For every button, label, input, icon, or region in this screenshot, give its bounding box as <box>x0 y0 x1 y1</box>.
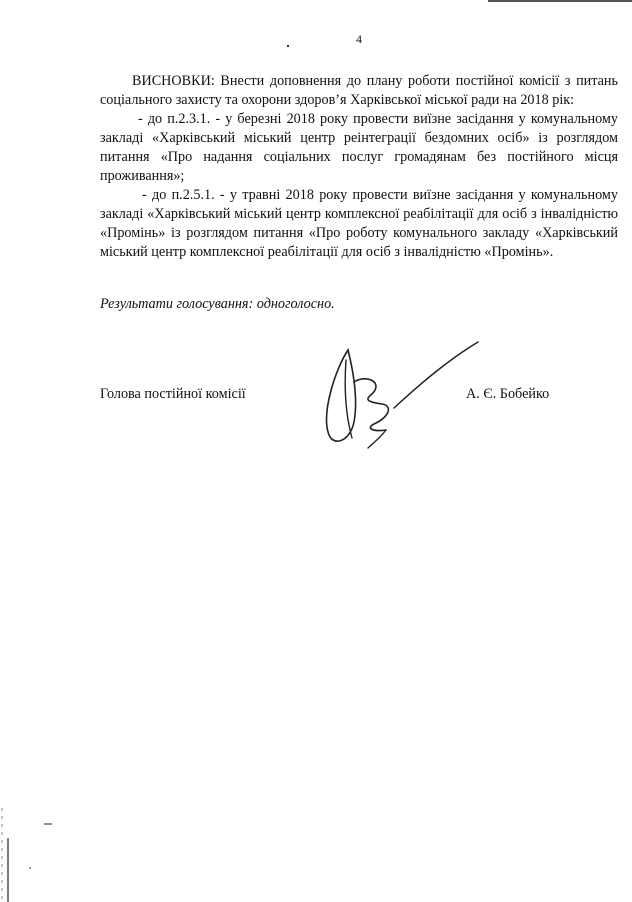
conclusions-paragraph: ВИСНОВКИ: Внести доповнення до плану роботи постійної комісії з питань соціального захисту та охорони здоров’я Харківської міської ради на 2018 рік: <box>100 73 618 108</box>
conclusions-item-2-5-1: - до п.2.5.1. - у травні 2018 року провести виїзне засідання у комунальному закладі «Харківський міський центр комплексної реабілітації для осіб з інвалідністю «Промінь» із розглядом питання «Про роботу комунального закладу «Харківський міський центр комплексної реабілітації для осіб з інвалідністю «Промінь». <box>100 187 618 260</box>
handwritten-signature-icon <box>310 338 485 458</box>
voting-results: Результати голосування: одноголосно. <box>100 296 335 312</box>
page-number: 4 <box>356 32 362 46</box>
signatory-title: Голова постійної комісії <box>100 386 246 402</box>
scan-edge-line <box>488 0 632 2</box>
conclusions-block <box>100 72 618 262</box>
conclusions-item-2-3-1: - до п.2.3.1. - у березні 2018 року провести виїзне засідання у комунальному закладі «Харківський міський центр реінтеграції бездомних осіб» із розглядом питання «Про надання соціальних послуг громадянам без постійного місця проживання»; <box>100 111 618 184</box>
signatory-name: А. Є. Бобейко <box>466 386 550 402</box>
scan-margin-marks <box>0 808 60 902</box>
scan-dot <box>287 45 289 47</box>
